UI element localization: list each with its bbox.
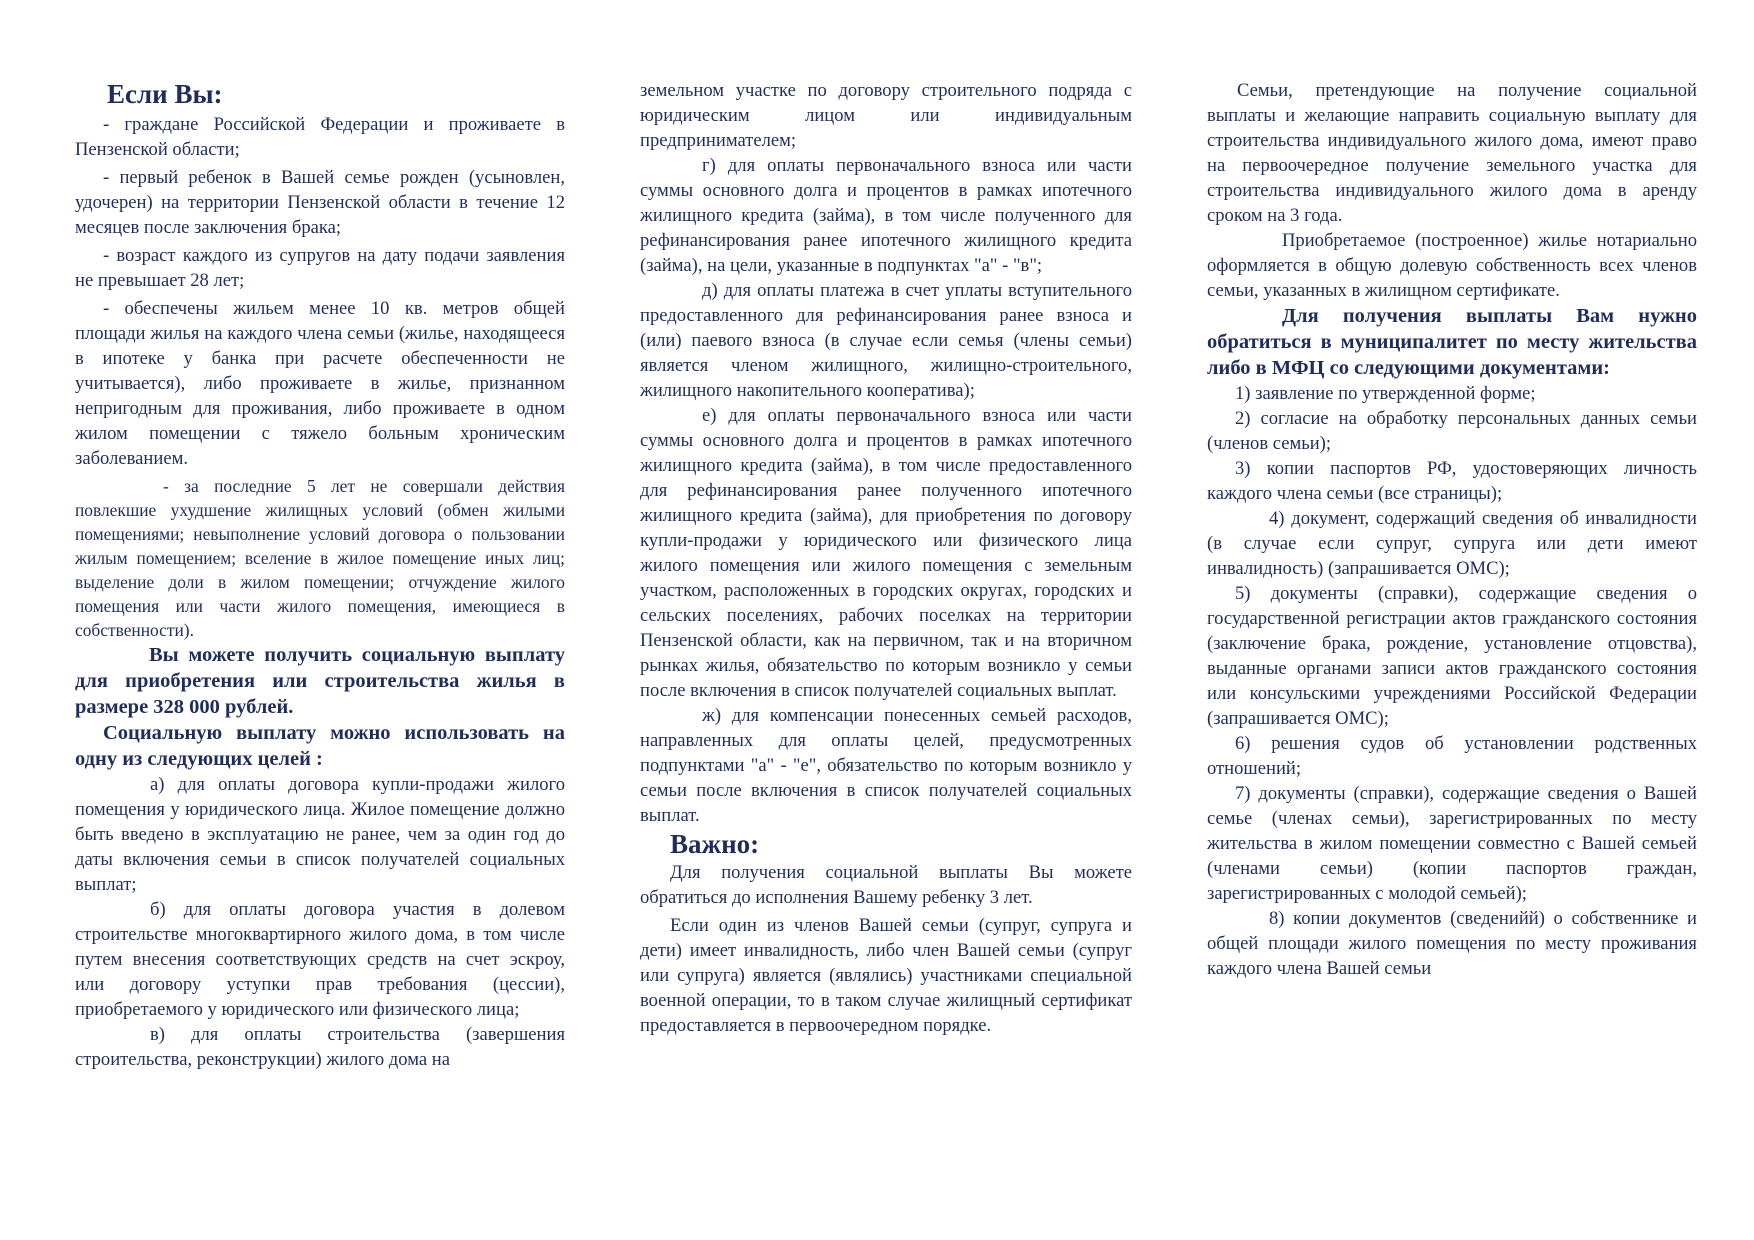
heading-important: Важно: <box>670 829 760 859</box>
goal-d: д) для оплаты платежа в счет уплаты вступительного предоставленного для рефинансирования ранее взноса и (или) паевого взноса (в случае если семья (члены семьи) является членом жилищного, жилищно-строительного, жилищного накопительного кооператива); <box>640 280 1132 401</box>
condition-age: - возраст каждого из супругов на дату подачи заявления не превышает 28 лет; <box>75 245 565 291</box>
condition-citizenship: - граждане Российской Федерации и проживаете в Пензенской области; <box>75 114 565 160</box>
document-item-4: 4) документ, содержащий сведения об инвалидности (в случае если супруг, супруга или дети имеют инвалидность) (запрашивается ОМС); <box>1207 508 1697 579</box>
ownership-paragraph: Приобретаемое (построенное) жилье нотариально оформляется в общую долевую собственность всех членов семьи, указанных в жилищном сертификате. <box>1207 230 1697 301</box>
goal-g: г) для оплаты первоначального взноса или части суммы основного долга и процентов в рамках ипотечного жилищного кредита (займа), в том числе полученного для рефинансирования ранее ипотечного жилищного кредита (займа), на цели, указанные в подпунктах "а" - "в"; <box>640 155 1132 276</box>
document-item-7: 7) документы (справки), содержащие сведения о Вашей семье (членах семьи), зарегистрированных по месту жительства в жилом помещении совместно с Вашей семьей (членами семьи) (копии паспортов граждан, зарегистрированных с молодой семьей); <box>1207 783 1697 904</box>
goal-v: в) для оплаты строительства (завершения строительства, реконструкции) жилого дома на <box>75 1024 565 1070</box>
document-item-1: 1) заявление по утвержденной форме; <box>1235 383 1536 404</box>
document-item-6: 6) решения судов об установлении родственных отношений; <box>1207 733 1697 779</box>
document-item-3: 3) копии паспортов РФ, удостоверяющих личность каждого члена семьи (все страницы); <box>1207 458 1697 504</box>
payment-purposes-heading: Социальную выплату можно использовать на одну из следующих целей : <box>75 722 565 770</box>
column-middle <box>640 78 1132 1038</box>
important-priority: Если один из членов Вашей семьи (супруг, супруга и дети) имеет инвалидность, либо член Вашей семьи (супруг или супруга) является (являлись) участниками специальной военной операции, то в таком случае жилищный сертификат предоставляется в первоочередном порядке. <box>640 915 1132 1036</box>
condition-housing: - обеспечены жильем менее 10 кв. метров общей площади жилья на каждого члена семьи (жилье, находящееся в ипотеке у банка при расчете обеспеченности не учитывается), либо проживаете в жилье, признанном непригодным для проживания, либо проживаете в одном жилом помещении с тяжело больным хроническим заболеванием. <box>75 298 565 469</box>
column-right <box>1207 78 1697 981</box>
documents-heading: Для получения выплаты Вам нужно обратиться в муниципалитет по месту жительства либо в МФЦ со следующими документами: <box>1207 305 1697 379</box>
heading-if-you: Если Вы: <box>107 79 223 109</box>
important-deadline: Для получения социальной выплаты Вы можете обратиться до исполнения Вашему ребенку 3 лет. <box>640 862 1132 908</box>
document-item-2: 2) согласие на обработку персональных данных семьи (членов семьи); <box>1207 408 1697 454</box>
column-left <box>75 78 565 1072</box>
goal-v-continued: земельном участке по договору строительного подряда с юридическим лицом или индивидуальным предпринимателем; <box>640 80 1132 151</box>
goal-b: б) для оплаты договора участия в долевом строительстве многоквартирного жилого дома, в том числе путем внесения соответствующих средств на счет эскроу, или договору уступки прав требования (цессии), приобретаемого у юридического или физического лица; <box>75 899 565 1020</box>
goal-a: а) для оплаты договора купли-продажи жилого помещения у юридического лица. Жилое помещение должно быть введено в эксплуатацию не ранее, чем за один год до даты включения семьи в список получателей социальных выплат; <box>75 774 565 895</box>
document-item-5: 5) документы (справки), содержащие сведения о государственной регистрации актов гражданского состояния (заключение брака, рождение, установление отцовства), выданные органами записи актов гражданского состояния или консульскими учреждениями Российской Федерации (запрашивается ОМС); <box>1207 583 1697 729</box>
document-item-8: 8) копии документов (сведенийй) о собственнике и общей площади жилого помещения по месту проживания каждого члена Вашей семьи <box>1207 908 1697 979</box>
payment-amount-statement: Вы можете получить социальную выплату для приобретения или строительства жилья в размере 328 000 рублей. <box>75 644 565 718</box>
goal-e: е) для оплаты первоначального взноса или части суммы основного долга и процентов в рамках ипотечного жилищного кредита (займа), в том числе предоставленного для рефинансирования ранее полученного ипотечного жилищного кредита (займа), для приобретения по договору купли-продажи у юридического или физического лица жилого помещения или жилого помещения с земельным участком, расположенных в городских округах, городских и сельских поселениях, рабочих поселках на территории Пензенской области, как на первичном, так и на вторичном рынках жилья, обязательство по которым возникло у семьи после включения в список получателей социальных выплат. <box>640 405 1132 701</box>
land-plot-paragraph: Семьи, претендующие на получение социальной выплаты и желающие направить социальную выплату для строительства индивидуального жилого дома, имеют право на первоочередное получение земельного участка для строительства индивидуального жилого дома в аренду сроком на 3 года. <box>1207 80 1697 226</box>
goal-zh: ж) для компенсации понесенных семьей расходов, направленных для оплаты целей, предусмотренных подпунктами "а" - "е", обязательство по которым возникло у семьи после включения в список получателей социальных выплат. <box>640 705 1132 826</box>
condition-no-worsening: - за последние 5 лет не совершали действия повлекшие ухудшение жилищных условий (обмен жилыми помещениями; невыполнение условий договора о пользовании жилым помещением; вселение в жилое помещение иных лиц; выделение доли в жилом помещении; отчуждение жилого помещения или части жилого помещения, имеющиеся в собственности). <box>75 476 565 640</box>
condition-first-child: - первый ребенок в Вашей семье рожден (усыновлен, удочерен) на территории Пензенской области в течение 12 месяцев после заключения брака; <box>75 167 565 238</box>
